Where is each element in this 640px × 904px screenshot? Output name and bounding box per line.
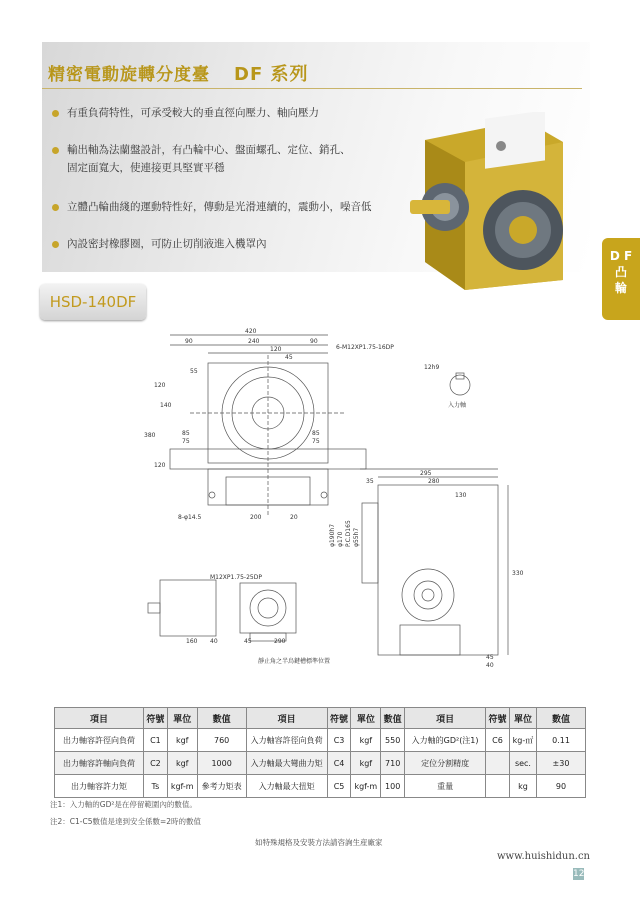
dim-200: 200: [250, 514, 262, 521]
key-width: 12h9: [424, 364, 440, 371]
page-title: 精密電動旋轉分度臺 DF 系列: [48, 64, 309, 85]
bullet-icon: [52, 110, 59, 117]
dim-240: 240: [248, 338, 260, 345]
dim-140v: 140: [160, 402, 172, 409]
dim-75: 75: [182, 438, 190, 445]
dim-160: 160: [186, 638, 198, 645]
product-photo: [405, 112, 585, 292]
hole-note: 6-M12XP1.75-16DP: [336, 344, 394, 351]
still-note: 靜止角之半鳥鍵槽標準位置: [258, 658, 331, 665]
key-detail: [450, 373, 470, 395]
dim-45: 45: [486, 654, 494, 661]
series-label: DF 系列: [234, 64, 309, 85]
side-note: M12XP1.75-25DP: [210, 574, 262, 581]
bullet-icon: [52, 241, 59, 248]
dim-120v: 120: [154, 382, 166, 389]
website-url: www.huishidun.cn: [496, 851, 590, 862]
feature-item: 內設密封橡膠圈，可防止切削液進入機罩內: [52, 235, 267, 253]
dim-45: 45: [244, 638, 252, 645]
note: 注2：C1-C5數值是達到安全係數=2時的數值: [50, 817, 202, 826]
dim-120v2: 120: [154, 462, 166, 469]
dim-75: 75: [312, 438, 320, 445]
dim-90: 90: [310, 338, 318, 345]
dim-420: 420: [245, 328, 257, 335]
side-view: [360, 469, 508, 655]
dia-note: P.C.D165: [345, 520, 352, 547]
front-view: [148, 580, 296, 641]
dim-55: 55: [190, 368, 198, 375]
dim-330: 330: [512, 570, 524, 577]
dia-note: φ55h7: [353, 527, 360, 547]
dim-380: 380: [144, 432, 156, 439]
footer-note: 如特殊規格及安裝方法請咨詢生産廠家: [255, 838, 383, 847]
dim-120: 120: [270, 346, 282, 353]
dim-40: 40: [210, 638, 218, 645]
dia-note: φ170: [337, 531, 344, 547]
dim-130: 130: [455, 492, 467, 499]
dim-90: 90: [185, 338, 193, 345]
dim-85: 85: [312, 430, 320, 437]
dim-40: 40: [486, 662, 494, 669]
spec-table: [54, 707, 586, 798]
dim-280: 280: [428, 478, 440, 485]
bullet-icon: [52, 204, 59, 211]
dim-20: 20: [290, 514, 298, 521]
table-header-row: 項目 符號 單位 數值 項目 符號 單位 數值 項目 符號 單位 數值: [55, 708, 586, 729]
top-view: [170, 335, 366, 515]
table-row: 出力軸容許軸向負荷 C2 kgf 1000 入力軸最大彎曲力矩 C4 kgf 710 定位分割精度 sec. ±30: [55, 752, 586, 775]
bullet-icon: [52, 147, 59, 154]
bolt-note: 8-φ14.5: [178, 514, 202, 521]
table-row: 出力軸容許力矩 Ts kgf-m 參考力矩表 入力軸最大扭矩 C5 kgf-m 100 重量 kg 90: [55, 775, 586, 798]
technical-drawing: [130, 325, 610, 670]
table-row: 出力軸容許徑向負荷 C1 kgf 760 入力軸容許徑向負荷 C3 kgf 550 入力軸的GD²(注1) C6 kg-㎡ 0.11: [55, 729, 586, 752]
page-number: 12: [573, 869, 585, 879]
dim-85: 85: [182, 430, 190, 437]
dim-35: 35: [366, 478, 374, 485]
feature-item: 有重負荷特性，可承受較大的垂直徑向壓力、軸向壓力: [52, 104, 319, 122]
dim-45: 45: [285, 354, 293, 361]
dim-290: 290: [274, 638, 286, 645]
model-label: HSD-140DF: [40, 284, 146, 320]
feature-item: 輸出軸為法蘭盤設計，有凸輪中心、盤面螺孔、定位、銷孔、 固定面寬大，使連接更具堅實平穩: [52, 141, 351, 177]
category-tab: D F 凸 輪: [602, 238, 640, 320]
feature-item: 立體凸輪曲綫的運動特性好，傳動是光滑連續的，震動小，噪音低: [52, 198, 372, 216]
dia-note: φ190h7: [329, 523, 336, 547]
title-divider: [42, 88, 582, 89]
key-note: 入力軸: [448, 402, 467, 409]
dim-295: 295: [420, 470, 432, 477]
note: 注1：入力軸的GD²是在停留範圍內的數值。: [50, 800, 197, 809]
